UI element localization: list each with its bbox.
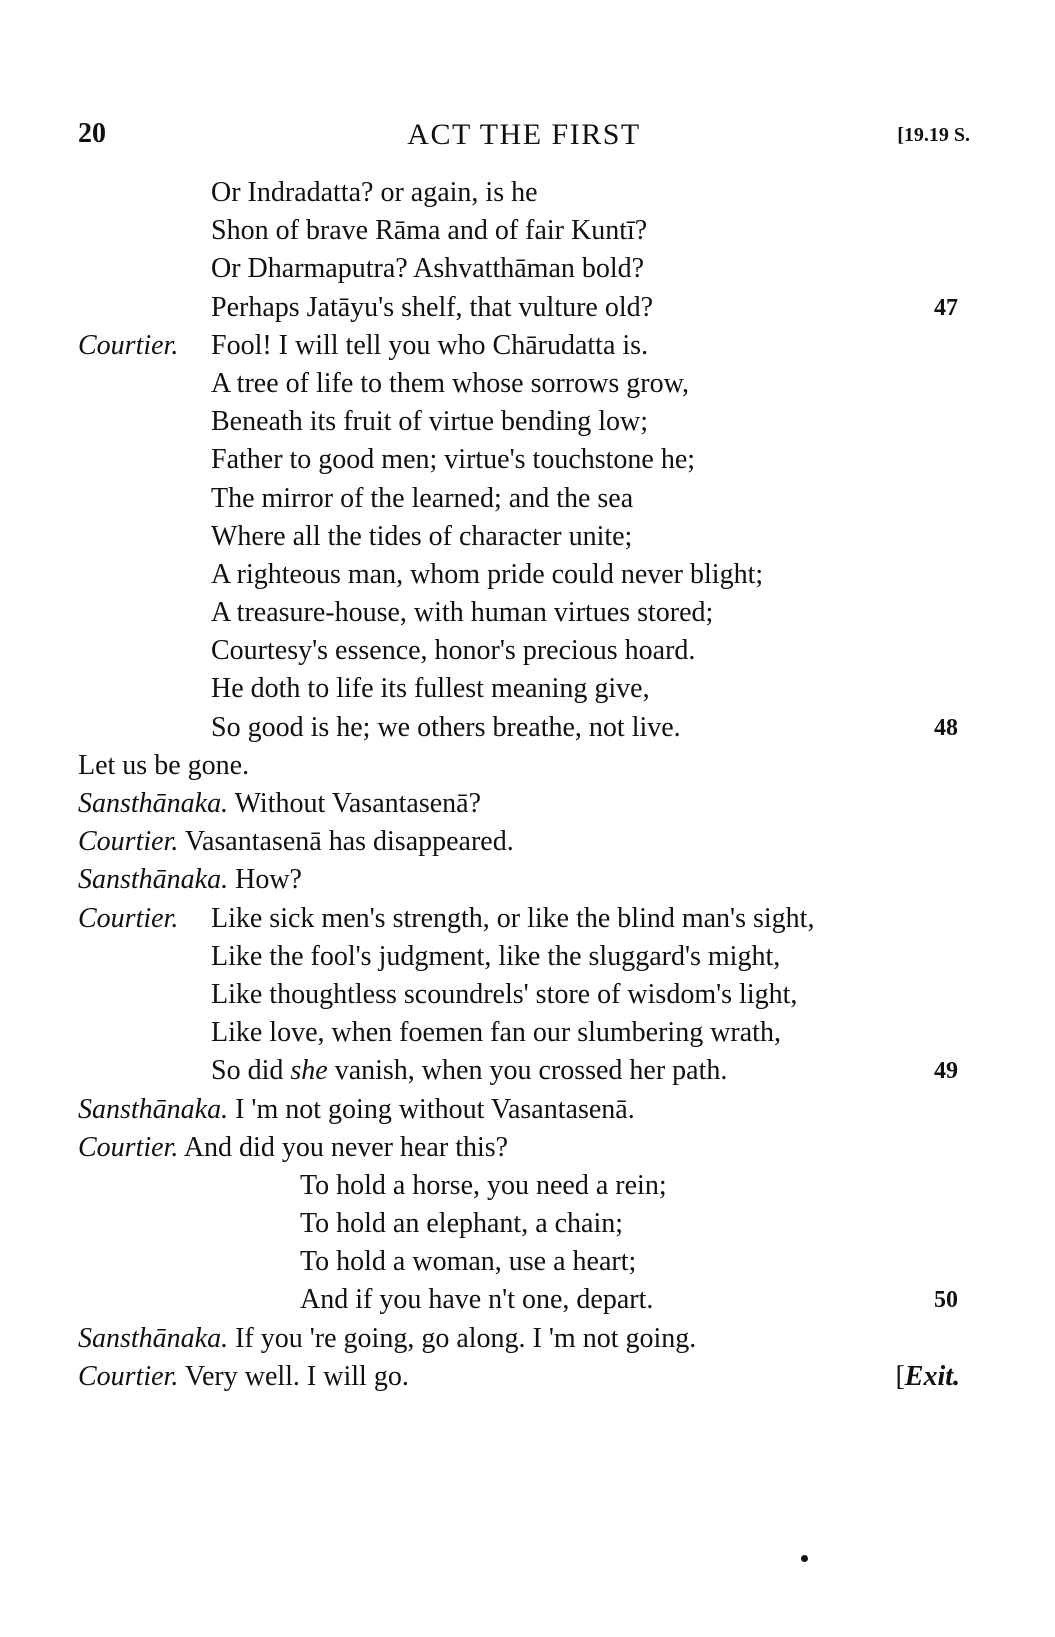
verse-line	[78, 670, 970, 708]
dialogue-line	[78, 823, 970, 861]
verse-text: Courtesy's essence, honor's precious hoard.	[211, 635, 696, 667]
verse-line	[78, 976, 970, 1014]
verse-number: 50	[934, 1287, 958, 1314]
verse-line	[78, 518, 970, 556]
stage-direction-text: Exit.	[904, 1360, 960, 1392]
verse-line	[78, 289, 970, 327]
verse-line	[78, 632, 970, 670]
verse-text: vanish, when you crossed her path.	[334, 1055, 728, 1087]
verse-line	[78, 1243, 970, 1281]
speaker-name: Courtier.	[78, 1360, 179, 1392]
verse-line	[78, 556, 970, 594]
dialogue-line	[78, 1320, 970, 1358]
section-reference: [19.19 S.	[897, 124, 970, 146]
verse-line	[78, 1052, 970, 1090]
verse-text: To hold an elephant, a chain;	[300, 1208, 624, 1240]
verse-line	[78, 1281, 970, 1319]
verse-line	[78, 1014, 970, 1052]
verse-text: Shon of brave Rāma and of fair Kuntī?	[211, 215, 648, 247]
speech-text: Very well. I will go.	[184, 1360, 409, 1392]
page-header	[78, 118, 970, 158]
verse-text: Father to good men; virtue's touchstone he;	[211, 444, 696, 476]
verse-text: Beneath its fruit of virtue bending low;	[211, 406, 649, 438]
stage-direction-bracket: [	[895, 1360, 905, 1392]
dialogue-line	[78, 900, 970, 938]
verse-text: Like love, when foemen fan our slumbering wrath,	[211, 1017, 781, 1049]
verse-line	[78, 709, 970, 747]
verse-text: To hold a horse, you need a rein;	[300, 1169, 667, 1201]
verse-line	[78, 365, 970, 403]
verse-line	[78, 1167, 970, 1205]
speech-text: Vasantasenā has disappeared.	[184, 826, 514, 858]
speaker-name: Courtier.	[78, 826, 179, 858]
verse-number: 48	[934, 714, 958, 741]
verse-line	[78, 594, 970, 632]
verse-text: So good is he; we others breathe, not live.	[211, 711, 681, 743]
speech-text: Without Vasantasenā?	[234, 788, 482, 819]
speech-text: Let us be gone.	[78, 749, 250, 781]
verse-line	[78, 1205, 970, 1243]
dialogue-line	[78, 1091, 970, 1129]
speech-text: If you 're going, go along. I 'm not going.	[235, 1322, 697, 1354]
verse-number: 47	[934, 294, 958, 321]
speaker-name: Courtier.	[78, 329, 179, 361]
ink-speck	[801, 1555, 808, 1562]
verse-text: The mirror of the learned; and the sea	[211, 482, 634, 514]
running-title: ACT THE FIRST	[407, 118, 641, 151]
page-number: 20	[78, 118, 106, 149]
dialogue-line	[78, 861, 970, 899]
verse-text: Or Indradatta? or again, is he	[211, 177, 538, 208]
speech-text: How?	[235, 864, 302, 896]
speech-text: Like sick men's strength, or like the blind man's sight,	[211, 902, 815, 934]
speaker-name: Sansthānaka.	[78, 864, 229, 896]
speech-text: Fool! I will tell you who Chārudatta is.	[211, 329, 649, 361]
verse-text: And if you have n't one, depart.	[300, 1284, 654, 1316]
dialogue-line	[78, 785, 970, 823]
verse-text: Like thoughtless scoundrels' store of wisdom's light,	[211, 978, 798, 1010]
verse-emphasis: she	[290, 1055, 328, 1087]
dialogue-line	[78, 1129, 970, 1167]
dialogue-line	[78, 327, 970, 365]
verse-text: Like the fool's judgment, like the sluggard's might,	[211, 940, 781, 972]
verse-line	[78, 212, 970, 250]
verse-text: A treasure-house, with human virtues stored;	[211, 597, 714, 629]
verse-text: So did	[211, 1055, 284, 1087]
verse-text: A tree of life to them whose sorrows grow,	[211, 367, 689, 399]
verse-text: Perhaps Jatāyu's shelf, that vulture old?	[211, 291, 654, 323]
prose-line	[78, 747, 970, 785]
stage-direction	[895, 1358, 960, 1396]
speaker-name: Courtier.	[78, 1131, 179, 1163]
verse-line	[78, 174, 970, 212]
speaker-name: Courtier.	[78, 902, 179, 934]
verse-text: Or Dharmaputra? Ashvatthāman bold?	[211, 253, 645, 285]
verse-text: To hold a woman, use a heart;	[300, 1246, 637, 1278]
verse-line	[78, 250, 970, 288]
verse-line	[78, 480, 970, 518]
verse-text: He doth to life its fullest meaning give,	[211, 673, 650, 705]
verse-line	[78, 403, 970, 441]
dialogue-line	[78, 1358, 970, 1396]
verse-text: A righteous man, whom pride could never blight;	[211, 558, 764, 590]
speech-text: I 'm not going without Vasantasenā.	[235, 1093, 635, 1125]
speaker-name: Sansthānaka.	[78, 788, 229, 819]
verse-line	[78, 441, 970, 479]
verse-line	[78, 938, 970, 976]
play-text	[78, 174, 970, 1396]
verse-number: 49	[934, 1058, 958, 1085]
speech-text: And did you never hear this?	[183, 1131, 509, 1163]
speaker-name: Sansthānaka.	[78, 1093, 229, 1125]
speaker-name: Sansthānaka.	[78, 1322, 229, 1354]
verse-text: Where all the tides of character unite;	[211, 520, 633, 552]
